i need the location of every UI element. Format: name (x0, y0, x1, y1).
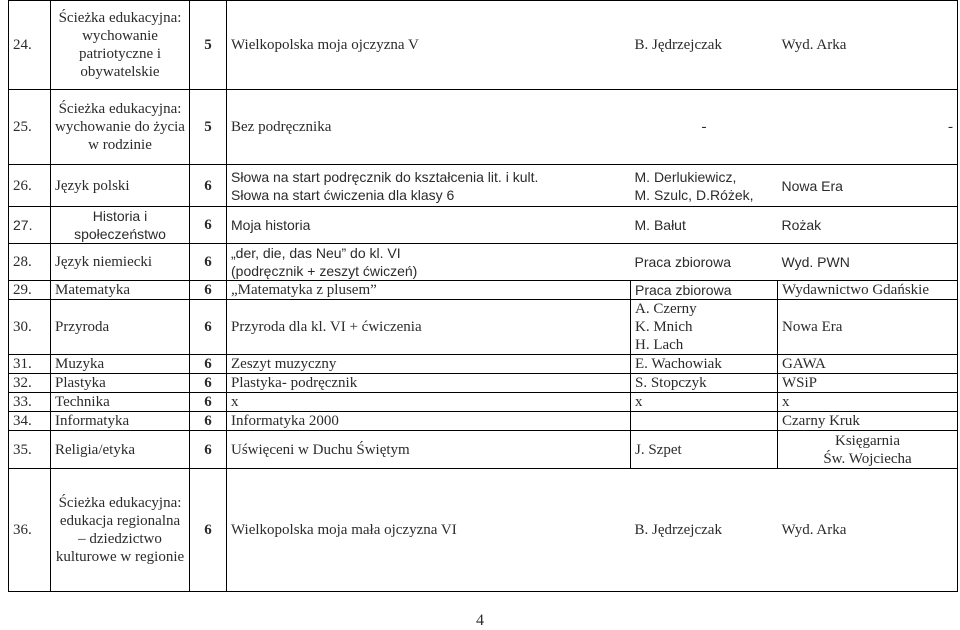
title-line: Słowa na start podręcznik do kształcenia lit. i kult. (231, 168, 539, 185)
title-cell: Uświęceni w Duchu Świętym (227, 431, 631, 469)
row-number: 31. (9, 355, 51, 374)
publisher-line: Księgarnia (835, 432, 900, 449)
subject-cell: Plastyka (51, 374, 190, 393)
grade-cell: 6 (190, 412, 227, 431)
author-cell: J. Szpet (631, 431, 778, 469)
author-line: M. Szulc, D.Różek, (634, 186, 754, 203)
title-cell: Plastyka- podręcznik (227, 374, 631, 393)
subject-cell: Religia/etyka (51, 431, 190, 469)
subject-cell: Matematyka (51, 281, 190, 300)
grade-cell: 6 (190, 431, 227, 469)
author-cell: Praca zbiorowa (631, 244, 778, 281)
grade-cell: 6 (190, 244, 227, 281)
subject-cell: Ścieżka edukacyjna: wychowanie do życia w rodzinie (51, 90, 190, 165)
publisher-cell: - (778, 90, 958, 165)
row-number: 29. (9, 281, 51, 300)
author-cell: B. Jędrzejczak (631, 1, 778, 90)
grade-cell: 6 (190, 469, 227, 592)
subject-cell: Język polski (51, 165, 190, 207)
title-cell: Bez podręcznika (227, 90, 631, 165)
table-row (9, 374, 958, 393)
publisher-cell: Wydawnictwo Gdańskie (778, 281, 958, 300)
publisher-cell: GAWA (778, 355, 958, 374)
title-cell: Wielkopolska moja ojczyzna V (227, 1, 631, 90)
table-row (9, 393, 958, 412)
table-row (9, 355, 958, 374)
table-row (9, 412, 958, 431)
grade-cell: 6 (190, 374, 227, 393)
publisher-cell: Nowa Era (778, 165, 958, 207)
author-cell: S. Stopczyk (631, 374, 778, 393)
author-cell: E. Wachowiak (631, 355, 778, 374)
textbook-table (8, 0, 958, 592)
author-line: H. Lach (635, 337, 684, 353)
table-row (9, 469, 958, 592)
grade-cell: 6 (190, 165, 227, 207)
grade-cell: 6 (190, 281, 227, 300)
author-line: M. Derlukiewicz, (634, 168, 737, 185)
author-cell (631, 412, 778, 431)
table-row (9, 207, 958, 244)
author-cell: Praca zbiorowa (631, 281, 778, 300)
author-cell (631, 300, 778, 355)
title-cell (227, 165, 631, 207)
publisher-cell: x (778, 393, 958, 412)
subject-cell: Ścieżka edukacyjna: edukacja regionalna – dziedzictwo kulturowe w regionie (51, 469, 190, 592)
grade-cell: 6 (190, 393, 227, 412)
grade-cell: 6 (190, 300, 227, 355)
title-cell: Przyroda dla kl. VI + ćwiczenia (227, 300, 631, 355)
row-number: 35. (9, 431, 51, 469)
table-row (9, 431, 958, 469)
title-cell: x (227, 393, 631, 412)
row-number: 27. (9, 207, 51, 244)
page-number: 4 (476, 612, 484, 629)
row-number: 25. (9, 90, 51, 165)
title-line: (podręcznik + zeszyt ćwiczeń) (231, 263, 418, 279)
table-row (9, 90, 958, 165)
row-number: 34. (9, 412, 51, 431)
publisher-cell (778, 431, 958, 469)
title-cell: Informatyka 2000 (227, 412, 631, 431)
title-cell: Zeszyt muzyczny (227, 355, 631, 374)
subject-cell: Język niemiecki (51, 244, 190, 281)
publisher-cell: Wyd. Arka (778, 1, 958, 90)
grade-cell: 6 (190, 207, 227, 244)
publisher-cell: Czarny Kruk (778, 412, 958, 431)
row-number: 33. (9, 393, 51, 412)
publisher-cell: Wyd. Arka (778, 469, 958, 592)
publisher-line: Św. Wojciecha (823, 450, 912, 467)
table-row (9, 281, 958, 300)
grade-cell: 5 (190, 1, 227, 90)
subject-cell: Ścieżka edukacyjna: wychowanie patriotyczne i obywatelskie (51, 1, 190, 90)
grade-cell: 6 (190, 355, 227, 374)
title-line: Słowa na start ćwiczenia dla klasy 6 (231, 186, 455, 203)
publisher-cell: Nowa Era (778, 300, 958, 355)
subject-cell: Informatyka (51, 412, 190, 431)
title-cell: Moja historia (227, 207, 631, 244)
title-cell (227, 244, 631, 281)
author-cell: B. Jędrzejczak (631, 469, 778, 592)
row-number: 28. (9, 244, 51, 281)
table-row (9, 244, 958, 281)
author-line: A. Czerny (635, 301, 697, 317)
publisher-cell: Wyd. PWN (778, 244, 958, 281)
author-line: K. Mnich (635, 319, 693, 335)
subject-cell: Technika (51, 393, 190, 412)
publisher-cell: WSiP (778, 374, 958, 393)
subject-cell: Historia i społeczeństwo (51, 207, 190, 244)
row-number: 26. (9, 165, 51, 207)
table-row (9, 165, 958, 207)
row-number: 24. (9, 1, 51, 90)
table-row (9, 1, 958, 90)
row-number: 30. (9, 300, 51, 355)
publisher-cell: Rożak (778, 207, 958, 244)
subject-cell: Przyroda (51, 300, 190, 355)
author-cell: - (631, 90, 778, 165)
row-number: 36. (9, 469, 51, 592)
author-cell: x (631, 393, 778, 412)
subject-cell: Muzyka (51, 355, 190, 374)
author-cell (631, 165, 778, 207)
grade-cell: 5 (190, 90, 227, 165)
row-number: 32. (9, 374, 51, 393)
title-line: „der, die, das Neu” do kl. VI (231, 245, 401, 261)
author-cell: M. Bałut (631, 207, 778, 244)
title-cell: Wielkopolska moja mała ojczyzna VI (227, 469, 631, 592)
table-row (9, 300, 958, 355)
title-cell: „Matematyka z plusem” (227, 281, 631, 300)
